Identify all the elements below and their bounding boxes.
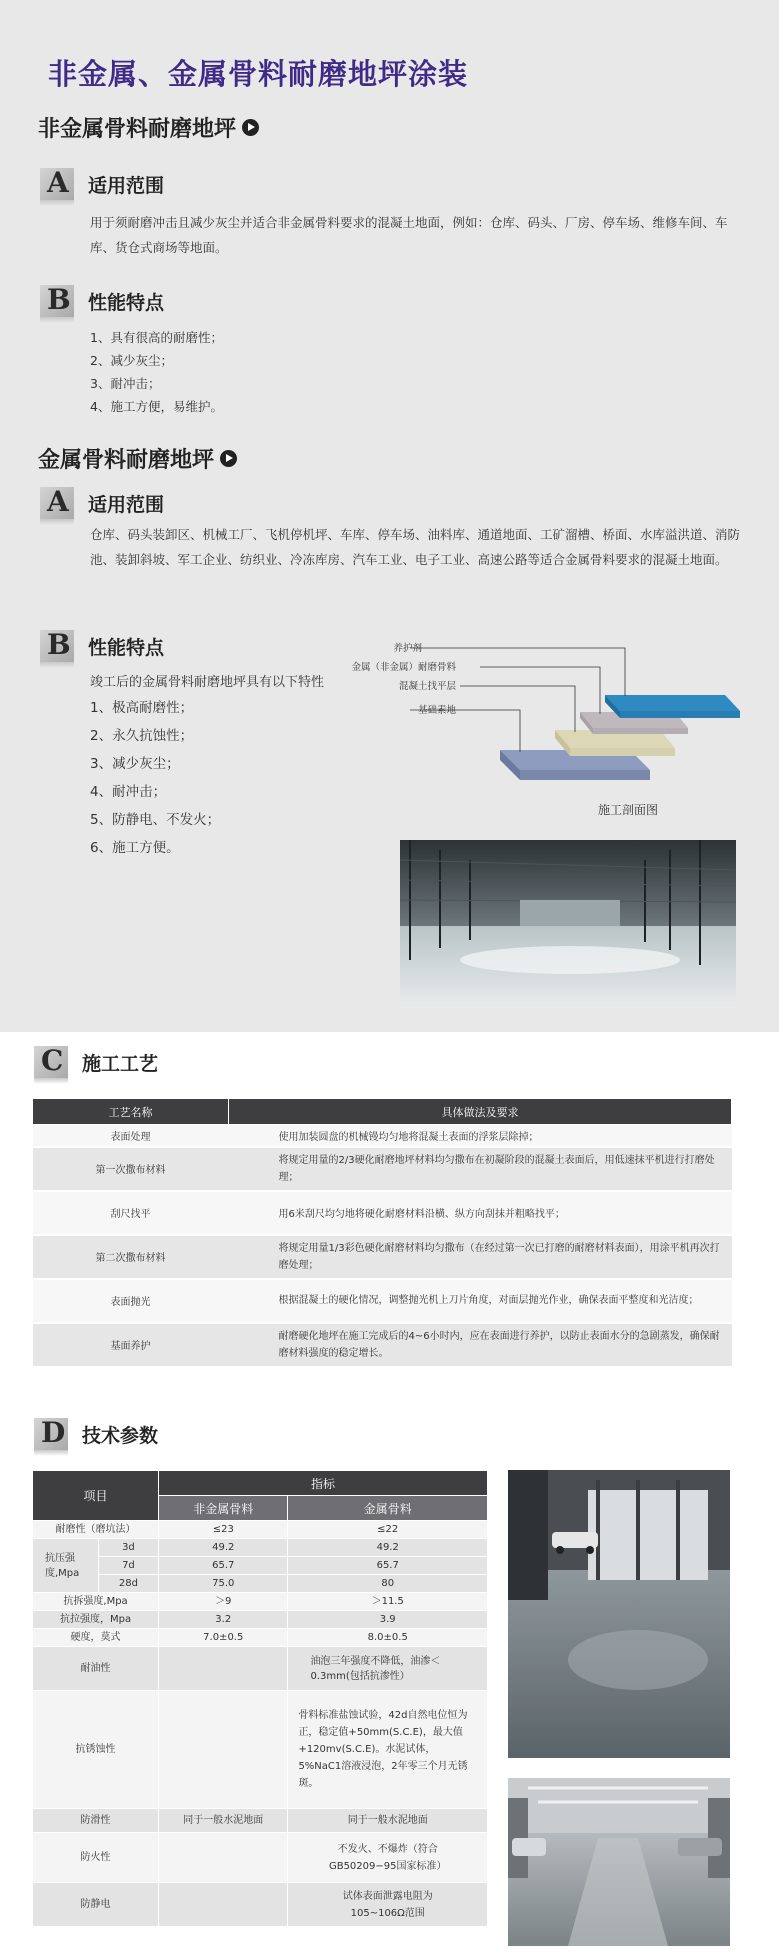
param-name: 防火性 (33, 1833, 159, 1883)
param-name: 抗锈蚀性 (33, 1691, 159, 1809)
letter-badge: A (40, 487, 74, 519)
letter-badge: B (40, 285, 74, 317)
param-age: 28d (98, 1575, 158, 1593)
table-header: 具体做法及要求 (229, 1099, 732, 1125)
warehouse-photo (400, 840, 736, 1008)
param-value: ＞9 (159, 1593, 288, 1611)
process-desc: 用6米刮尺均匀地将硬化耐磨材料沿横、纵方向刮抹并粗略找平； (229, 1191, 732, 1235)
process-table (32, 1098, 732, 1368)
metal-heading-text: 金属骨料耐磨地坪 (38, 448, 215, 473)
table-row (33, 1521, 488, 1539)
play-arrow-icon (242, 119, 259, 136)
param-value: 75.0 (159, 1575, 288, 1593)
base-layer-front (520, 770, 650, 780)
table-row (33, 1323, 732, 1367)
table-header: 工艺名称 (33, 1099, 229, 1125)
diagram-caption: 施工剖面图 (597, 803, 659, 817)
param-value: 8.0±0.5 (288, 1629, 488, 1647)
list-item: 3、耐冲击； (90, 376, 161, 391)
param-value: 油泡三年强度不降低，油渗＜0.3mm(包括抗渗性） (288, 1647, 488, 1691)
curing-layer-front (620, 711, 740, 718)
process-name: 表面处理 (33, 1125, 229, 1147)
nonmetal-a-text: 用于须耐磨冲击且减少灰尘并适合非金属骨料要求的混凝土地面，例如：仓库、码头、厂房、停车场、维修车间、车库、货仓式商场等地面。 (90, 215, 728, 255)
nonmetal-b-header (40, 285, 164, 317)
list-item: 2、减少灰尘； (90, 353, 173, 368)
diagram-label-base: 基础素地 (417, 705, 456, 716)
table-row (33, 1147, 732, 1191)
param-value (159, 1691, 288, 1809)
process-title: 施工工艺 (82, 1052, 159, 1075)
param-name: 防静电 (33, 1883, 159, 1927)
play-arrow-icon (220, 450, 237, 467)
param-age: 7d (98, 1557, 158, 1575)
table-row (33, 1883, 488, 1927)
table-row (33, 1539, 488, 1557)
param-name: 抗拆强度,Mpa (33, 1593, 159, 1611)
param-value: 试体表面泄露电阻为105~106Ω范围 (288, 1883, 488, 1927)
table-row (33, 1575, 488, 1593)
leader-line (480, 667, 600, 714)
metal-a-header (40, 487, 164, 519)
list-item: 3、减少灰尘； (90, 756, 180, 772)
page-title: 非金属、金属骨料耐磨地坪涂装 (48, 57, 469, 91)
parking-photo (508, 1778, 730, 1946)
curing-layer (605, 695, 740, 711)
process-name: 第一次撒布材料 (33, 1147, 229, 1191)
param-value (159, 1883, 288, 1927)
nonmetal-a-header (40, 168, 164, 200)
param-value: ≤23 (159, 1521, 288, 1539)
process-name: 基面养护 (33, 1323, 229, 1367)
diagram-label-curing: 养护剂 (393, 643, 422, 654)
param-value (159, 1833, 288, 1883)
process-desc: 耐磨硬化地坪在施工完成后的4~6小时内，应在表面进行养护，以防止表面水分的急剧蒸发，确保耐磨材料强度的稳定增长。 (229, 1323, 732, 1367)
cross-section-diagram (330, 630, 750, 830)
letter-badge: B (40, 630, 74, 662)
table-header-row (33, 1471, 488, 1496)
param-value: 80 (288, 1575, 488, 1593)
table-row (33, 1647, 488, 1691)
param-value: ＞11.5 (288, 1593, 488, 1611)
list-item: 4、施工方便，易维护。 (90, 399, 223, 414)
table-header: 金属骨料 (288, 1496, 488, 1521)
list-item: 6、施工方便。 (90, 840, 180, 856)
process-desc: 根据混凝土的硬化情况，调整抛光机上刀片角度，对面层抛光作业，确保表面平整度和光洁度； (229, 1279, 732, 1323)
nonmetal-b-title: 性能特点 (88, 291, 165, 314)
aggregate-layer-front (593, 728, 688, 734)
list-item: 1、极高耐磨性； (90, 700, 194, 716)
param-name: 抗拉强度，Mpa (33, 1611, 159, 1629)
param-value: 3.2 (159, 1611, 288, 1629)
nonmetal-heading (38, 112, 259, 143)
table-header: 指标 (159, 1471, 488, 1496)
table-row (33, 1557, 488, 1575)
process-desc: 将规定用量1/3彩色硬化耐磨材料均匀撒布（在经过第一次已打磨的耐磨材料表面），用涂平机再次打磨处理； (229, 1235, 732, 1279)
metal-b-list (90, 694, 220, 862)
process-header (34, 1046, 158, 1078)
param-name: 耐磨性（磨坑法） (33, 1521, 159, 1539)
metal-b-header (40, 630, 164, 662)
metal-b-title: 性能特点 (88, 636, 165, 659)
process-name: 刮尺找平 (33, 1191, 229, 1235)
table-row (33, 1279, 732, 1323)
table-header: 非金属骨料 (159, 1496, 288, 1521)
list-item: 4、耐冲击； (90, 784, 167, 800)
table-row (33, 1629, 488, 1647)
table-header: 项目 (33, 1471, 159, 1521)
process-desc: 使用加装圆盘的机械镘均匀地将混凝土表面的浮浆层除掉； (229, 1125, 732, 1147)
metal-b-intro: 竣工后的金属骨料耐磨地坪具有以下特性 (90, 675, 325, 690)
diagram-label-aggregate: 金属（非金属）耐磨骨料 (351, 662, 456, 673)
table-row (33, 1611, 488, 1629)
param-value: 同于一般水泥地面 (288, 1809, 488, 1833)
table-row (33, 1235, 732, 1279)
param-value: 65.7 (159, 1557, 288, 1575)
param-value: 7.0±0.5 (159, 1629, 288, 1647)
param-name: 防滑性 (33, 1809, 159, 1833)
table-row (33, 1191, 732, 1235)
list-item: 2、永久抗蚀性； (90, 728, 194, 744)
letter-badge: A (40, 168, 74, 200)
nonmetal-a-title: 适用范围 (88, 174, 165, 197)
metal-a-text: 仓库、码头装卸区、机械工厂、飞机停机坪、车库、停车场、油料库、通道地面、工矿溜槽、桥面、水库溢洪道、消防池、装卸斜坡、军工企业、纺织业、冷冻库房、汽车工业、电子工业、高速公路等适合金属骨料要求的混凝土地面。 (90, 527, 741, 567)
param-name: 抗压强度,Mpa (33, 1539, 99, 1593)
table-row (33, 1593, 488, 1611)
param-value: 骨料标准盐蚀试验，42d自然电位恒为正，稳定值+50mm(S.C.E)，最大值+120mv(S.C.E)。水泥试体，5%NaC1溶液浸泡，2年零三个月无锈斑。 (288, 1691, 488, 1809)
nonmetal-heading-text: 非金属骨料耐磨地坪 (38, 117, 237, 142)
param-age: 3d (98, 1539, 158, 1557)
table-header-row (33, 1099, 732, 1125)
param-name: 硬度，莫式 (33, 1629, 159, 1647)
param-value (159, 1647, 288, 1691)
param-value: 3.9 (288, 1611, 488, 1629)
leader-line (410, 710, 520, 752)
param-name: 耐油性 (33, 1647, 159, 1691)
diagram-label-leveling: 混凝土找平层 (398, 681, 456, 692)
param-value: 49.2 (288, 1539, 488, 1557)
param-value: 49.2 (159, 1539, 288, 1557)
param-value: 65.7 (288, 1557, 488, 1575)
param-value: ≤22 (288, 1521, 488, 1539)
param-value: 不发火、不爆炸（符合GB50209−95国家标准） (288, 1833, 488, 1883)
tech-title: 技术参数 (82, 1424, 159, 1447)
param-value: 同于一般水泥地面 (159, 1809, 288, 1833)
list-item: 5、防静电、不发火； (90, 812, 221, 828)
metal-a-title: 适用范围 (88, 493, 165, 516)
table-row (33, 1809, 488, 1833)
metal-heading (38, 443, 237, 474)
table-row (33, 1691, 488, 1809)
letter-badge: C (34, 1046, 68, 1078)
leveling-layer-front (570, 748, 675, 756)
process-desc: 将规定用量的2/3硬化耐磨地坪材料均匀撒布在初凝阶段的混凝土表面后，用低速抹平机进行打磨处理； (229, 1147, 732, 1191)
tech-header (34, 1418, 158, 1450)
letter-badge: D (34, 1418, 68, 1450)
tech-table (32, 1470, 488, 1927)
table-row (33, 1125, 732, 1147)
list-item: 1、具有很高的耐磨性； (90, 330, 223, 345)
process-name: 第二次撒布材料 (33, 1235, 229, 1279)
process-name: 表面抛光 (33, 1279, 229, 1323)
parking-photo (508, 1470, 730, 1758)
nonmetal-b-list (90, 326, 223, 418)
leader-line (460, 686, 575, 732)
table-row (33, 1833, 488, 1883)
